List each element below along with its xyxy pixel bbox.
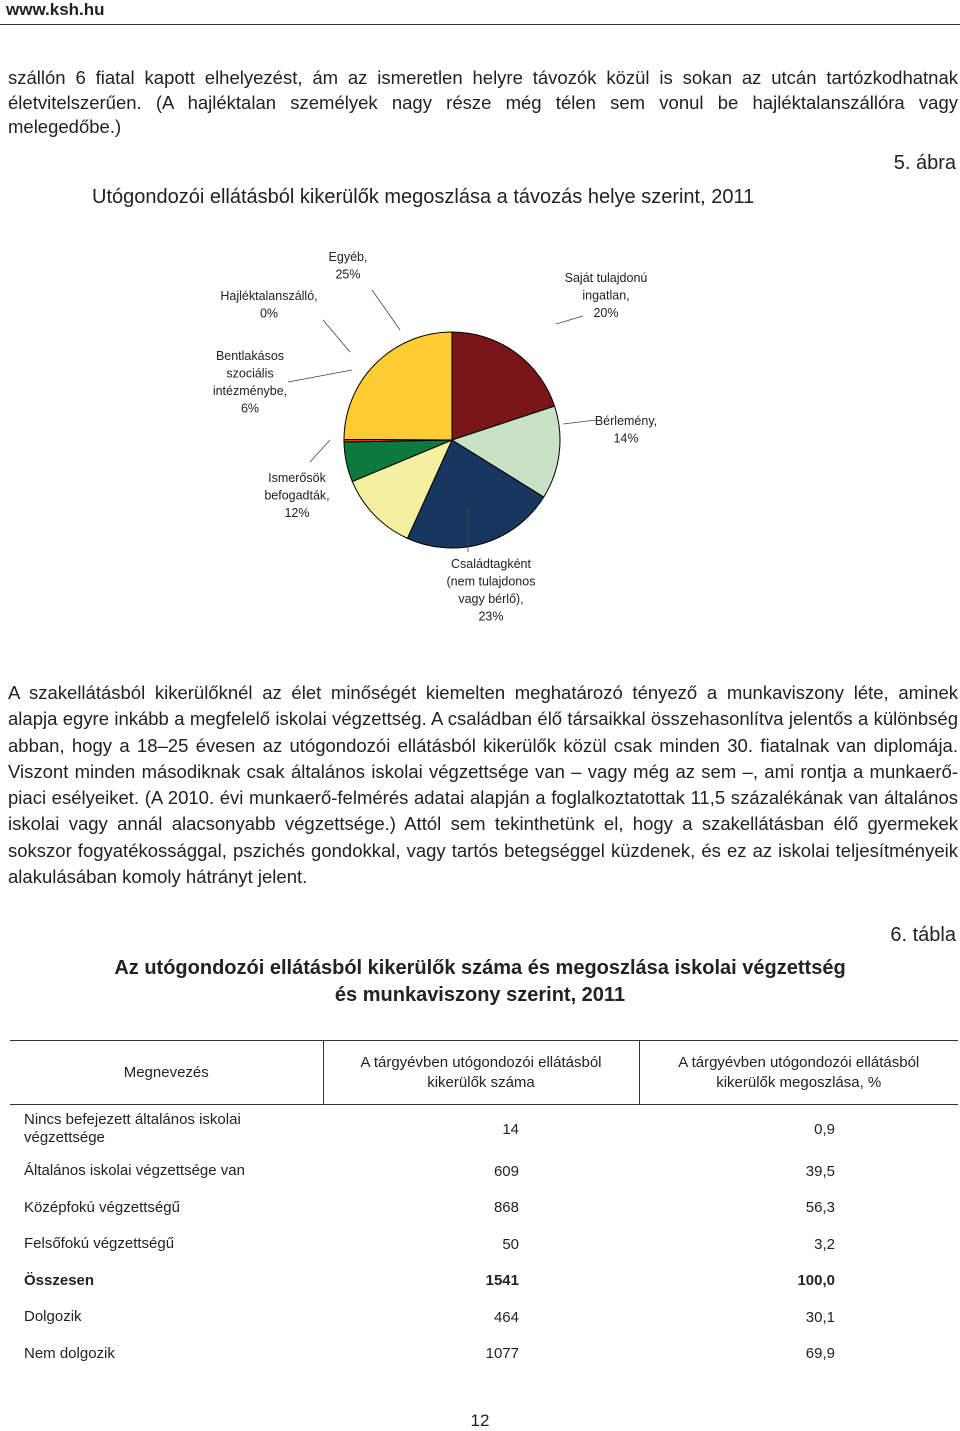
table-title-line-2: és munkaviszony szerint, 2011: [334, 984, 626, 1006]
pie-slice-label: [329, 250, 368, 282]
row-share: 3,2: [814, 1235, 835, 1253]
intro-paragraph: szállón 6 fiatal kapott elhelyezést, ám az ismeretlen helyre távozók közül is sokan az utcán tartózkodhatnak életvitelszerűen. (A hajléktalan személyek nagy része még télen sem vonul be hajléktalanszállóra vagy melegedőbe.): [8, 67, 958, 137]
pie-leader-line: [288, 370, 352, 382]
row-count: 868: [493, 1199, 519, 1217]
table-row: [10, 1153, 958, 1190]
pie-label-line: 14%: [613, 431, 639, 446]
row-name: Általános iskolai végzettsége van: [24, 1162, 245, 1180]
pie-slice-label: [220, 289, 317, 321]
pie-label-line: Hajléktalanszálló,: [220, 289, 318, 303]
row-share: 39,5: [805, 1162, 835, 1180]
pie-label-line: befogadták,: [264, 488, 330, 503]
row-name: Dolgozik: [24, 1308, 82, 1326]
row-count: 1077: [485, 1345, 519, 1363]
pie-leader-line: [323, 320, 350, 352]
table-title-line-1: Az utógondozói ellátásból kikerülők száma és megoszlása iskolai végzettség: [114, 957, 846, 979]
pie-slice: [344, 332, 452, 440]
pie-label-line: (nem tulajdonos: [446, 574, 536, 589]
pie-label-line: szociális: [226, 366, 274, 381]
pie-label-line: Ismerősök: [268, 471, 326, 485]
chart-title: Utógondozói ellátásból kikerülők megoszlása a távozás helye szerint, 2011: [92, 186, 755, 208]
table-row: [10, 1299, 958, 1336]
table-header-row: [10, 1041, 958, 1105]
pie-leader-line: [372, 290, 400, 330]
row-share: 69,9: [805, 1345, 835, 1363]
pie-label-line: Saját tulajdonú: [564, 271, 648, 285]
pie-label-line: 23%: [478, 609, 504, 624]
pie-leader-line: [556, 316, 583, 324]
row-name: Felsőfokú végzettségű: [24, 1235, 175, 1253]
pie-slice-label: [264, 471, 329, 520]
pie-label-line: intézménybe,: [212, 384, 288, 398]
table-row: [10, 1105, 958, 1154]
pie-leader-line: [310, 440, 330, 462]
row-count: 1541: [485, 1272, 519, 1290]
pie-slice-label: [595, 414, 657, 446]
row-count: 14: [502, 1120, 519, 1138]
table-row: [10, 1190, 958, 1227]
table-number: 6. tábla: [890, 924, 956, 946]
row-count: 464: [493, 1308, 519, 1326]
figure-number: 5. ábra: [893, 152, 956, 174]
row-share: 100,0: [797, 1272, 835, 1290]
row-share: 56,3: [805, 1199, 835, 1217]
header-rule: [0, 24, 960, 25]
header-share: A tárgyévben utógondozói ellátásból kikerülők megoszlása, %: [639, 1041, 958, 1105]
pie-leader-line: [563, 420, 596, 424]
table-title: [60, 955, 900, 1009]
pie-label-line: ingatlan,: [582, 288, 630, 303]
row-name: Nem dolgozik: [24, 1344, 115, 1362]
row-name: Középfokú végzettségű: [24, 1198, 180, 1216]
row-name: Összesen: [24, 1271, 95, 1289]
page-number: 12: [470, 1411, 490, 1430]
pie-label-line: Bérlemény,: [594, 414, 658, 428]
pie-label-line: 20%: [593, 306, 619, 320]
row-share: 30,1: [805, 1308, 835, 1326]
pie-label-line: 6%: [240, 401, 260, 416]
body-paragraph: A szakellátásból kikerülőknél az élet minőségét kiemelten meghatározó tényező a munkaviszony léte, aminek alapja egyre inkább a megfelelő iskolai végzettség. A családban élő társaikkal összehasonlítva jelentős a különbség abban, hogy a 18–25 évesen az utógondozói ellátásból kikerülők közül csak minden 30. fiatalnak van diplomája. Viszont minden másodiknak csak általános iskolai végzettsége van – vagy még az sem –, ami rontja a munkaerő-piaci esélyeiket. (A 2010. évi munkaerő-felmérés adatai alapján a foglalkoztatottak 11,5 százalékának van általános iskolai vagy annál alacsonyabb végzettsége.) Attól sem tekinthetünk el, hogy a szakellátásban élő gyermekek sokszor fogyatékossággal, pszichés gondokkal, vagy tartós betegséggel küzdenek, és ez az iskolai teljesítményeik alakulásában komoly hátrányt jelent.: [8, 682, 958, 888]
pie-slices: [344, 332, 560, 548]
data-table: [10, 1040, 958, 1372]
pie-label-line: 25%: [335, 267, 361, 282]
pie-label-line: Egyéb,: [328, 250, 368, 264]
table-row: [10, 1336, 958, 1373]
row-count: 50: [502, 1235, 519, 1253]
pie-slice-label: [447, 557, 536, 624]
table-row-total: [10, 1263, 958, 1300]
header-count: A tárgyévben utógondozói ellátásból kikerülők száma: [323, 1041, 639, 1105]
pie-chart: [0, 230, 960, 630]
row-name: Nincs befejezett általános iskolai végzettsége: [24, 1111, 241, 1146]
pie-label-line: 12%: [284, 506, 310, 520]
row-share: 0,9: [814, 1120, 835, 1138]
pie-label-line: Bentlakásos: [215, 349, 285, 363]
row-count: 609: [493, 1162, 519, 1180]
pie-slice-label: [565, 271, 648, 320]
table-row: [10, 1226, 958, 1263]
pie-label-line: 0%: [259, 306, 279, 321]
pie-label-line: Családtagként: [451, 557, 531, 571]
pie-slice-label: [213, 349, 287, 416]
header-name: Megnevezés: [10, 1041, 323, 1105]
site-url[interactable]: www.ksh.hu: [6, 0, 105, 19]
pie-label-line: vagy bérlő),: [458, 592, 524, 606]
